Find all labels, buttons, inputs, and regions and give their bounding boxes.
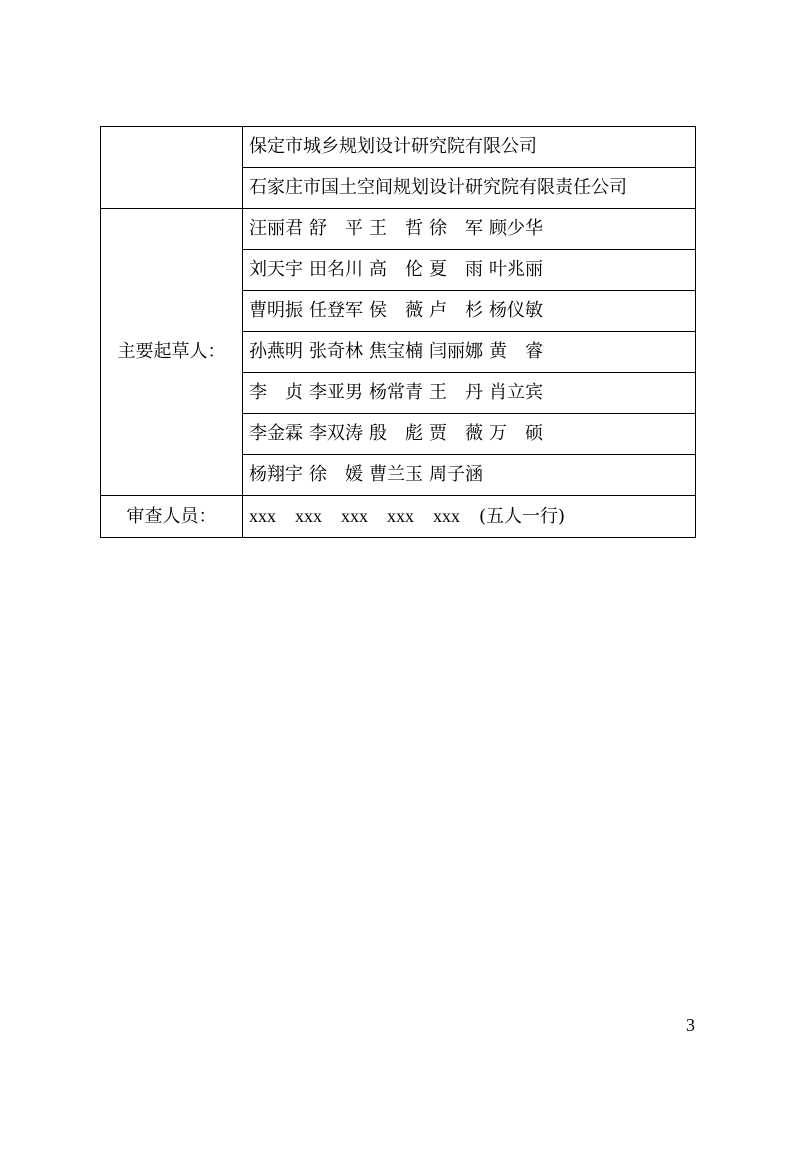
drafter-name: 王 哲 — [369, 218, 423, 239]
drafter-name: 贾 薇 — [429, 423, 483, 444]
drafter-name: 曹兰玉 — [369, 464, 423, 485]
drafter-name: 张奇林 — [309, 341, 363, 362]
drafting-info-table — [100, 126, 696, 538]
drafter-name: 黄 睿 — [489, 341, 543, 362]
drafter-name: 李双涛 — [309, 423, 363, 444]
drafter-names — [243, 373, 696, 414]
drafter-name: 杨仪敏 — [489, 300, 543, 321]
drafter-name: 闫丽娜 — [429, 341, 483, 362]
drafter-name: 夏 雨 — [429, 259, 483, 280]
reviewer-name: xxx — [341, 506, 368, 526]
drafter-names — [243, 332, 696, 373]
drafter-name: 王 丹 — [429, 382, 483, 403]
drafter-name: 高 伦 — [369, 259, 423, 280]
organization-name: 保定市城乡规划设计研究院有限公司 — [243, 127, 696, 168]
drafter-name: 侯 薇 — [369, 300, 423, 321]
drafter-names — [243, 414, 696, 455]
drafter-name: 叶兆丽 — [489, 259, 543, 280]
drafter-name: 田名川 — [309, 259, 363, 280]
reviewer-name: xxx — [249, 506, 276, 526]
drafter-names — [243, 291, 696, 332]
drafter-name: 任登军 — [309, 300, 363, 321]
drafter-name: 万 硕 — [489, 423, 543, 444]
organization-row — [101, 127, 696, 168]
reviewer-name: xxx — [387, 506, 414, 526]
organization-label-cell — [101, 127, 243, 209]
drafter-row — [101, 209, 696, 250]
drafter-name: 李金霖 — [249, 423, 303, 444]
drafter-name: 孙燕明 — [249, 341, 303, 362]
drafter-name: 肖立宾 — [489, 382, 543, 403]
drafter-name: 汪丽君 — [249, 218, 303, 239]
reviewer-row — [101, 496, 696, 538]
drafter-name: 徐 媛 — [309, 464, 363, 485]
drafter-name: 殷 彪 — [369, 423, 423, 444]
drafter-name: 杨常青 — [369, 382, 423, 403]
drafter-name: 焦宝楠 — [369, 341, 423, 362]
drafter-name: 李 贞 — [249, 382, 303, 403]
drafter-name: 刘天宇 — [249, 259, 303, 280]
drafter-name: 曹明振 — [249, 300, 303, 321]
reviewer-note: (五人一行) — [479, 506, 566, 527]
drafter-name: 卢 杉 — [429, 300, 483, 321]
drafter-name: 周子涵 — [429, 464, 483, 485]
drafter-names — [243, 455, 696, 496]
reviewer-names — [243, 496, 696, 538]
drafter-name: 杨翔宇 — [249, 464, 303, 485]
drafter-name: 徐 军 — [429, 218, 483, 239]
reviewer-name: xxx — [295, 506, 322, 526]
drafters-label: 主要起草人： — [101, 209, 243, 496]
reviewers-label: 审查人员： — [101, 496, 243, 538]
drafter-names — [243, 250, 696, 291]
organization-name: 石家庄市国土空间规划设计研究院有限责任公司 — [243, 168, 696, 209]
page-number: 3 — [686, 1015, 695, 1035]
drafter-name: 顾少华 — [489, 218, 543, 239]
drafter-names — [243, 209, 696, 250]
drafter-name: 舒 平 — [309, 218, 363, 239]
reviewer-name: xxx — [433, 506, 460, 526]
drafter-name: 李亚男 — [309, 382, 363, 403]
